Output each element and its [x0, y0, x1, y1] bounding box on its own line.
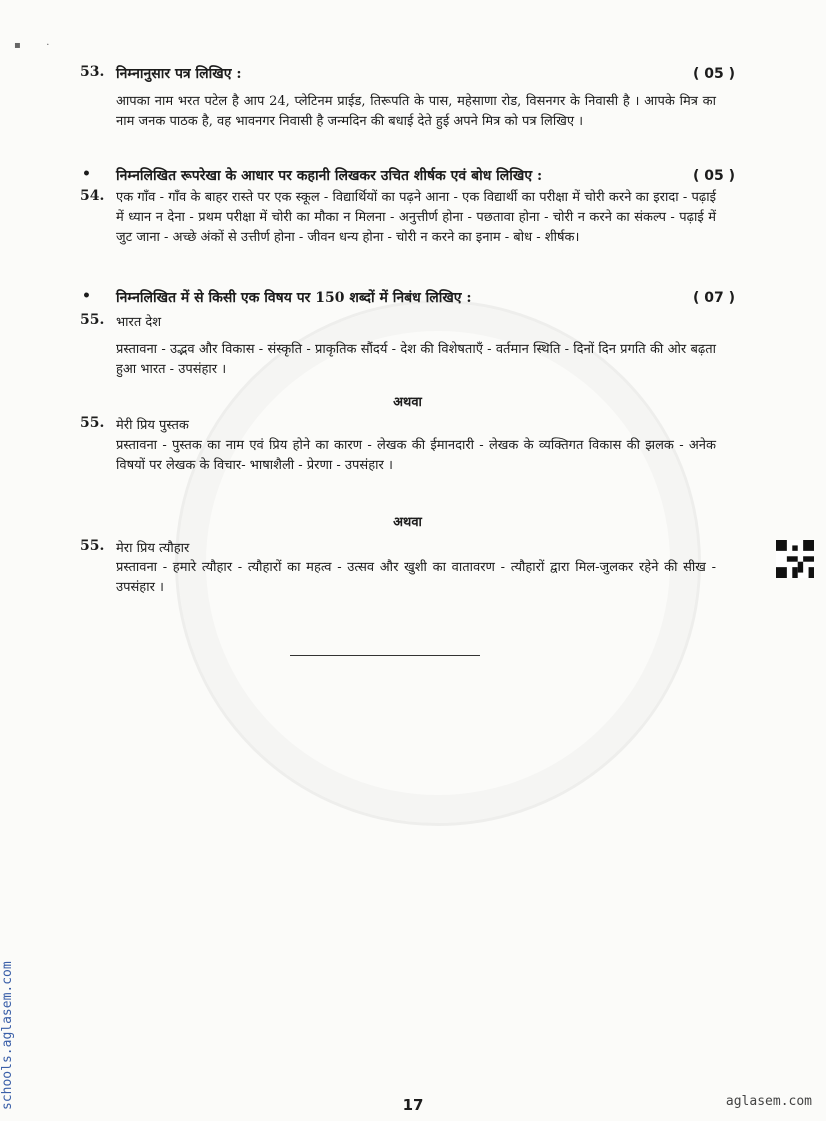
or-divider: अथवा	[393, 395, 422, 410]
site-watermark-bottom: aglasem.com	[725, 1094, 812, 1109]
question-marks: ( 07 )	[692, 290, 735, 306]
question-marks: ( 05 )	[692, 168, 735, 184]
option-text: प्रस्तावना - उद्भव और विकास - संस्कृति - प्राकृतिक सौंदर्य - देश की विशेषताएँ - वर्तमान स्थिति - दिनों दिन प्रगति की ओर बढ़ता हुआ भारत - उपसंहार ।	[116, 342, 716, 377]
option-title: मेरा प्रिय त्यौहार	[116, 541, 190, 556]
question-55	[80, 288, 735, 618]
option-text: प्रस्तावना - पुस्तक का नाम एवं प्रिय होने का कारण - लेखक की ईमानदारी - लेखक के व्यक्तिगत विकास की झलक - अनेक विषयों पर लेखक के विचार- भाषाशैली - प्रेरणा - उपसंहार ।	[116, 438, 716, 473]
question-heading: निम्नलिखित रूपरेखा के आधार पर कहानी लिखकर उचित शीर्षक एवं बोध लिखिए :	[116, 168, 543, 184]
option-text: प्रस्तावना - हमारे त्यौहार - त्यौहारों का महत्व - उत्सव और खुशी का वातावरण - त्यौहारों द्वारा मिल-जुलकर रहेने की सीख - उपसंहार ।	[116, 560, 716, 595]
option-number: 55.	[80, 312, 105, 328]
site-watermark-side: schools.aglasem.com	[0, 961, 15, 1110]
option-number: 55.	[80, 415, 105, 431]
question-number: 53.	[80, 64, 105, 80]
end-rule	[290, 655, 480, 656]
question-53	[80, 64, 735, 159]
page-number: 17	[402, 1096, 424, 1114]
option-number: 55.	[80, 538, 105, 554]
question-number: 54.	[80, 188, 105, 204]
question-text: आपका नाम भरत पटेल है आप 24, प्लेटिनम प्राईड, तिरूपति के पास, महेसाणा रोड, विसनगर के निवासी है । आपके मित्र का नाम जनक पाठक है, वह भावनगर निवासी है जन्मदिन की बधाई देते हुई अपने मित्र को पत्र लिखिए ।	[116, 94, 716, 129]
scan-marks: ▪ ·	[14, 40, 50, 51]
question-heading: निम्नानुसार पत्र लिखिए :	[116, 66, 242, 82]
qr-code-icon	[776, 540, 814, 578]
or-divider: अथवा	[393, 515, 422, 530]
question-marks: ( 05 )	[692, 66, 735, 82]
option-title: भारत देश	[116, 315, 162, 330]
question-text: एक गाँव - गाँव के बाहर रास्ते पर एक स्कूल - विद्यार्थियों का पढ़ने आना - एक विद्यार्थी का परीक्षा में चोरी करने का इरादा - पढ़ाई में ध्यान न देना - प्रथम परीक्षा में चोरी का मौका न मिलना - अनुत्तीर्ण होना - पछतावा होना - चोरी न करने का संकल्प - पढ़ाई में जुट जाना - अच्छे अंकों से उत्तीर्ण होना - जीवन धन्य होना - चोरी न करने का इनाम - बोध - शीर्षक।	[116, 190, 716, 245]
option-title: मेरी प्रिय पुस्तक	[116, 418, 189, 433]
question-heading: निम्नलिखित में से किसी एक विषय पर 150 शब्दों में निबंध लिखिए :	[116, 290, 472, 306]
bullet: •	[82, 288, 91, 304]
question-54	[80, 166, 735, 281]
bullet: •	[82, 166, 91, 182]
